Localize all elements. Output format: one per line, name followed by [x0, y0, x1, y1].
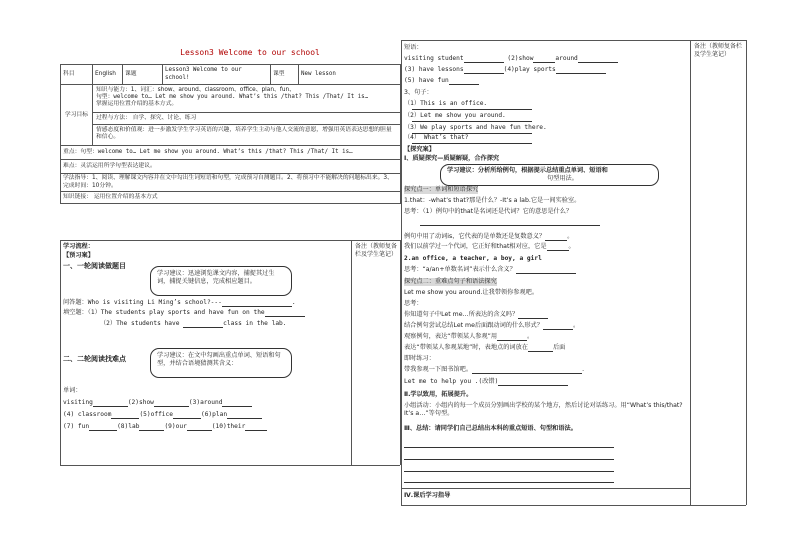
- practice-title: 即时练习：: [404, 355, 435, 362]
- practice-item-1: 带我参观一下图书馆吧。 .: [404, 366, 585, 373]
- group-activity: 小组活动：小组内的每一个成员分别画出学校的某个地方，然后讨论对话练习。用“What’s this/that? It’s a…”等句型。: [404, 402, 683, 417]
- objective-process: 过程与方法： 自学、探究、讨论、练习: [93, 112, 400, 124]
- fill-item-1: （1）The students play sports and have fun on the: [87, 309, 265, 316]
- sentence-4: [404, 134, 469, 142]
- think-question-1: 思考：（1）例句中的that是名词还是代词？它的意思是什么？: [404, 208, 573, 215]
- summary-section: Ⅲ、总结：请同学们自己总结出本科的重点短语、句型和语法。: [404, 425, 577, 432]
- after-class-guide: Ⅳ.课后学习指导: [404, 492, 451, 499]
- study-tip-3-text: 学习建议：分析所给例句，根据提示总结重点单词、短语和: [447, 167, 608, 174]
- knowledge-link: 知识链接： 运用位置介绍的基本方式: [61, 191, 401, 203]
- divider: [401, 40, 402, 505]
- answer-line[interactable]: [420, 225, 600, 226]
- think-label: 思考：: [404, 300, 423, 307]
- answer-line[interactable]: [412, 143, 532, 144]
- phrases-title: 短语：: [404, 44, 423, 51]
- think-question-4: [404, 266, 576, 274]
- example-an-office: 2.an office, a teacher, a boy, a girl: [404, 255, 542, 262]
- type-value: New lesson: [299, 65, 401, 85]
- sentence-text: （2）Let me show you around.: [404, 112, 506, 119]
- answer-blank[interactable]: [543, 323, 573, 330]
- question-text: 例句中用了动词is，它代表的是单数还是复数意义？: [404, 233, 546, 240]
- answer-blank[interactable]: [111, 412, 139, 419]
- phrase-item: (3) have lessons: [404, 66, 464, 73]
- phrase-item: (2)show: [507, 55, 534, 62]
- fill-title: 填空题：: [63, 309, 88, 316]
- divider: [60, 465, 400, 466]
- answer-blank[interactable]: [497, 334, 527, 341]
- type-label: 课型: [271, 65, 299, 85]
- topic-label: 课题: [123, 65, 163, 85]
- divider: [60, 240, 61, 465]
- page-title: Lesson3 Welcome to our school: [180, 48, 320, 57]
- explore-title: 【探究案】: [404, 146, 435, 153]
- answer-blank[interactable]: [227, 412, 262, 419]
- right-remarks-column: 备注（教师复备栏及学生笔记）: [694, 43, 743, 58]
- study-tip-3-text-2: 句型用法。: [547, 174, 578, 182]
- phrase-row-3: [404, 77, 479, 85]
- answer-line[interactable]: [412, 109, 532, 110]
- word-item: (3)around: [188, 399, 223, 406]
- sentences-title: 3、句子：: [404, 89, 433, 96]
- question-text: 我们以前学过一个代词，它正好和that相对应，它是: [404, 243, 547, 250]
- explore-point-2: 探究点二：重难点句子和语法探究: [404, 278, 497, 285]
- answer-line[interactable]: [404, 447, 614, 448]
- word-item: (6)plan: [200, 411, 228, 418]
- answer-blank[interactable]: [556, 67, 606, 74]
- answer-blank[interactable]: [89, 424, 117, 431]
- answer-blank[interactable]: [222, 300, 292, 307]
- practice-item-2: [404, 378, 568, 386]
- objective-sentences: 句型：welcome to… Let me show you around. What’s this /that? This /That/ It is…: [96, 94, 369, 101]
- answer-blank[interactable]: [449, 78, 479, 85]
- fill-item-2-tail: class in the lab.: [223, 320, 287, 327]
- divider: [401, 40, 746, 41]
- think-question-2: 例句中用了动词is，它代表的是单数还是复数意义？ 。: [404, 233, 574, 240]
- divider: [401, 505, 746, 506]
- phrase-item: (4)play sports: [503, 66, 556, 73]
- study-tip-1-text: 学习建议：迅速浏览课文内容，捕捉其过生词，捕捉关键信息，完成相应题目。: [157, 270, 275, 285]
- think-question-6: 结合例句尝试总结Let me后面跟动词的什么形式？ 。: [404, 322, 580, 329]
- topic-value: Lesson3 Welcome to our school!: [163, 65, 271, 85]
- subject-label: 科目: [61, 65, 93, 85]
- question-text: 带我参观一下图书馆吧。: [404, 366, 473, 373]
- divider: [690, 40, 691, 505]
- objective-knowledge: 知识与能力：1、词汇：show、around、classroom、office、plan、fun、: [96, 87, 295, 93]
- fill-title-line: [63, 309, 305, 317]
- answer-blank[interactable]: [578, 56, 618, 63]
- preview-title: 【预习案】: [63, 252, 94, 259]
- word-item: (7) fun: [63, 423, 90, 430]
- think-question-7: 观察例句，表达“带领某人参观”用 。: [404, 333, 534, 340]
- word-item: (10)their: [211, 423, 246, 430]
- answer-blank[interactable]: [173, 412, 201, 419]
- fill-item-2-line: [100, 320, 287, 328]
- question-line: 问答题：Who is visiting Li Ming’s school?--- .: [63, 299, 296, 306]
- answer-blank[interactable]: [154, 400, 189, 407]
- sentence-text: （1）This is an office.: [404, 100, 488, 107]
- sentence-2: [404, 112, 506, 120]
- sentence-text: （3）We play sports and have fun there.: [404, 124, 547, 131]
- study-method: 学法指导：1、阅读、理解课文内容并在文中勾出生词短语和句型，完成预习自测题目。2、将预习中不能解决的问题标出来。3、完成时间：10分钟。: [61, 174, 401, 191]
- question-text: 问答题：Who is visiting Li Ming’s school?---: [63, 299, 222, 306]
- answer-blank[interactable]: [93, 400, 128, 407]
- word-item: (9)our: [164, 423, 187, 430]
- explore-point-1: 探究点一：单词和短语探究: [404, 186, 479, 193]
- answer-blank[interactable]: [533, 56, 555, 63]
- question-text: 表达“带领某人参观某地”时，表地点的词放在: [404, 344, 528, 351]
- words-row-3: [63, 423, 267, 431]
- divider: [746, 40, 747, 505]
- answer-line[interactable]: [412, 121, 532, 122]
- study-tip-1: [150, 266, 292, 296]
- objective-master: 掌握运用位置介绍的基本方式。: [96, 101, 178, 108]
- lesson-info-table: [60, 64, 401, 204]
- answer-blank[interactable]: [498, 379, 568, 386]
- answer-blank[interactable]: [183, 321, 223, 328]
- sentence-3: [404, 124, 547, 132]
- words-row-2: [63, 411, 262, 419]
- key-points: 重点：句型：welcome to… Let me show you around. What’s this /that? This /That/ It is…: [61, 146, 401, 160]
- difficulty: 难点：灵活运用所学句型表达建议。: [61, 160, 401, 174]
- explore-section-1: Ⅰ、质疑探究—质疑解疑，合作探究: [404, 155, 500, 162]
- question-text: 观察例句，表达“带领某人参观”用: [404, 333, 498, 340]
- example-show-around: Let me show you around.让我带领你参观吧。: [404, 289, 539, 296]
- explore-item-that: 1.that：-what’s that?那是什么？-It’s a lab.它是一间实验室。: [404, 197, 581, 204]
- words-title: 单词：: [63, 387, 82, 394]
- objectives-label: 学习目标: [61, 85, 93, 146]
- study-tip-2-text: 学习建议：在文中勾画出重点单词、短语和句型，并结合语境猜测其含义：: [157, 352, 281, 367]
- section-reading-2: 二、二轮阅读找难点: [63, 355, 126, 363]
- answer-blank[interactable]: [472, 367, 582, 374]
- apply-section: Ⅱ.学以致用，拓展提升。: [404, 391, 473, 398]
- divider: [351, 240, 352, 465]
- answer-blank[interactable]: [545, 234, 567, 241]
- answer-blank[interactable]: [245, 424, 267, 431]
- divider: [60, 240, 400, 241]
- left-remarks-column: 备注（教师复备栏及学生笔记）: [355, 243, 398, 258]
- subject-value: English: [93, 65, 123, 85]
- question-text: 思考：“a/an+单数名词”表示什么含义？: [404, 266, 516, 273]
- phrase-item: visiting student: [404, 55, 464, 62]
- word-item: (5)office: [139, 411, 173, 418]
- sentence-text: （4） What’s that?: [404, 134, 469, 141]
- study-tip-3: [440, 164, 659, 186]
- study-tip-2: [150, 348, 292, 378]
- think-question-3: 我们以前学过一个代词，它正好和that相对应，它是 。: [404, 243, 575, 250]
- divider: [401, 488, 690, 489]
- think-question-5: [404, 311, 548, 319]
- process-title: 学习流程：: [63, 243, 94, 250]
- answer-blank[interactable]: [222, 400, 252, 407]
- question-text: 你知道句子中Let me…所表达的含义吗？: [404, 311, 519, 318]
- answer-blank[interactable]: [516, 267, 576, 274]
- sentence-1: [404, 100, 487, 108]
- think-question-8: [404, 344, 565, 352]
- word-item: visiting: [63, 399, 93, 406]
- answer-blank[interactable]: [547, 244, 569, 251]
- answer-blank[interactable]: [464, 67, 504, 74]
- answer-line[interactable]: [404, 482, 614, 483]
- word-item: (2)show: [127, 399, 154, 406]
- phrase-row-2: [404, 66, 606, 74]
- question-text-tail: 后面: [552, 344, 566, 351]
- word-item: (8)lab: [117, 423, 140, 430]
- objective-emotion: 情感态度和价值观：进一步激发学生学习英语的兴趣，培养学生主动与他人交流的意愿，增强用英语表达思想的胆量和信心。: [93, 124, 400, 143]
- phrase-item: around: [555, 55, 578, 62]
- answer-blank[interactable]: [265, 310, 305, 317]
- phrase-row-1: [404, 55, 618, 63]
- words-row-1: [63, 399, 252, 407]
- answer-blank[interactable]: [139, 424, 164, 431]
- phrase-item: (5) have fun: [404, 77, 449, 84]
- answer-blank[interactable]: [464, 56, 504, 63]
- section-reading-1: 一、一轮阅读做题目: [63, 262, 126, 270]
- answer-blank[interactable]: [187, 424, 212, 431]
- question-text: Let me to help you .(改错): [404, 378, 499, 385]
- word-item: (4) classroom: [63, 411, 112, 418]
- fill-item-2: （2）The students have: [100, 320, 180, 327]
- answer-blank[interactable]: [528, 345, 553, 352]
- question-text: 结合例句尝试总结Let me后面跟动词的什么形式？: [404, 322, 543, 329]
- answer-line[interactable]: [404, 471, 614, 472]
- answer-blank[interactable]: [518, 312, 548, 319]
- answer-line[interactable]: [404, 459, 614, 460]
